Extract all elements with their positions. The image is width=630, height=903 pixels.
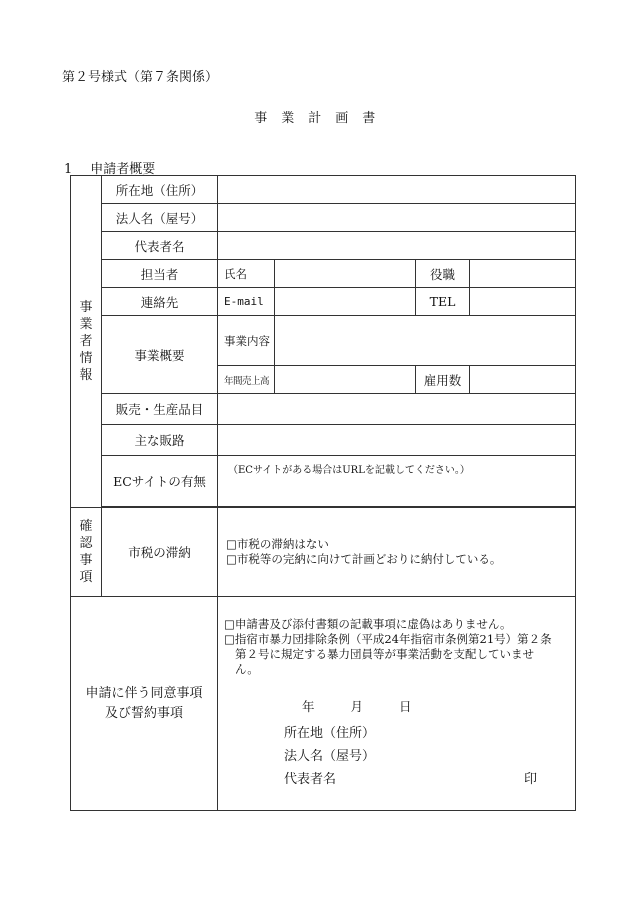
ec-label: ECサイトの有無 (102, 456, 218, 507)
ec-field[interactable]: （ECサイトがある場合はURLを記載してください。） (218, 456, 576, 507)
products-field[interactable] (218, 394, 576, 425)
row-corp-name (71, 204, 576, 232)
address-label: 所在地（住所） (102, 176, 218, 204)
form-number: 第２号様式（第７条関係） (62, 70, 219, 85)
sign-corp-name-label: 法人名（屋号） (284, 749, 376, 764)
overview-label: 事業概要 (102, 316, 218, 394)
annual-sales-field[interactable] (275, 366, 416, 394)
tax-label: 市税の滞納 (102, 508, 218, 597)
employees-field[interactable] (470, 366, 576, 394)
corp-name-field[interactable] (218, 204, 576, 232)
address-field[interactable] (218, 176, 576, 204)
position-label: 役職 (416, 260, 470, 288)
seal-mark: 印 (524, 772, 538, 787)
sign-representative-line (224, 772, 569, 787)
tel-label: TEL (416, 288, 470, 316)
sign-address-label: 所在地（住所） (284, 726, 376, 741)
name-field[interactable] (275, 260, 416, 288)
row-representative (71, 232, 576, 260)
contact-person-label: 担当者 (102, 260, 218, 288)
sign-representative-label: 代表者名 (284, 772, 337, 787)
row-address (71, 176, 576, 204)
confirmation-group-label: 確 認 事 項 (71, 508, 102, 597)
channels-field[interactable] (218, 425, 576, 456)
email-field[interactable] (275, 288, 416, 316)
row-products (71, 394, 576, 425)
channels-label: 主な販路 (102, 425, 218, 456)
month-label: 月 (350, 699, 364, 714)
row-oath (71, 597, 576, 811)
row-tax (71, 508, 576, 597)
representative-label: 代表者名 (102, 232, 218, 260)
products-label: 販売・生産品目 (102, 394, 218, 425)
tel-field[interactable] (470, 288, 576, 316)
business-content-field[interactable] (275, 316, 576, 366)
document-title: 事 業 計 画 書 (254, 111, 376, 126)
row-contact (71, 288, 576, 316)
section-title-text: 申請者概要 (90, 162, 156, 177)
row-contact-person (71, 260, 576, 288)
annual-sales-label: 年間売上高 (218, 366, 275, 394)
oath-item-no-gang-control[interactable]: □指宿市暴力団排除条例（平成24年指宿市条例第21号）第２条 第２号に規定する暴力団員等が事業活動を支配していませ ん。 (224, 632, 552, 676)
email-label: E-mail (218, 288, 275, 316)
contact-label: 連絡先 (102, 288, 218, 316)
day-label: 日 (399, 699, 412, 714)
oath-label: 申請に伴う同意事項 及び誓約事項 (71, 597, 218, 811)
position-field[interactable] (470, 260, 576, 288)
row-ec-site (71, 456, 576, 507)
oath-content (218, 597, 576, 811)
tax-option-payment-plan[interactable]: □市税等の完納に向けて計画どおりに納付している。 (226, 552, 502, 566)
business-info-group-label: 事 業 者 情 報 (71, 176, 102, 508)
row-channels (71, 425, 576, 456)
employees-label: 雇用数 (416, 366, 470, 394)
section-number: 1 (64, 162, 73, 177)
business-content-label: 事業内容 (218, 316, 275, 366)
representative-field[interactable] (218, 232, 576, 260)
row-business-content (71, 316, 576, 366)
date-line (224, 699, 569, 714)
year-label: 年 (302, 699, 315, 714)
oath-item-no-false-statements[interactable]: □申請書及び添付書類の記載事項に虚偽はありません。 (224, 617, 512, 631)
tax-options (218, 508, 576, 597)
application-form-table (70, 175, 576, 811)
tax-option-no-arrears[interactable]: □市税の滞納はない (226, 537, 329, 551)
corp-name-label: 法人名（屋号） (102, 204, 218, 232)
name-label: 氏名 (218, 260, 275, 288)
